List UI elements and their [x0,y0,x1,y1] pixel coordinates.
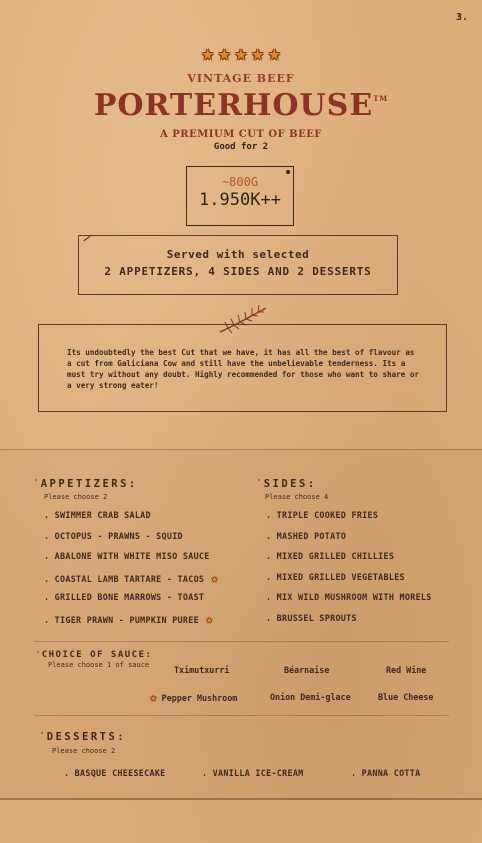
side-item: . MIXED GRILLED VEGETABLES [266,571,405,582]
appetizer-item [44,551,210,561]
sides-title: 'SIDES: [257,478,317,490]
subtitle-bottom: A PREMIUM CUT OF BEEF [160,129,322,140]
served-line-2: 2 APPETIZERS, 4 SIDES AND 2 DESSERTS [104,265,372,278]
appetizers-title: 'APPETIZERS: [34,478,138,490]
appetizer-item [44,510,151,520]
desserts-title: 'DESSERTS: [40,731,127,743]
corner-tick-icon [83,236,90,242]
description-text: Its undoubtedly the best Cut that we have, it has all the best of flavour as a cut from Galiciana Cow and still have the unbelievable tenderness. Its a must try without any doubt. Highly recommended for those who want to share or a very strong eater! [67,348,420,390]
weight-label: ~800G [221,175,259,189]
bottom-rule [0,798,482,800]
side-item: . MIXED GRILLED CHILLIES [266,551,395,561]
star-icon: ★ [251,41,264,65]
star-icon: ★ [201,41,215,65]
desserts-note: Please choose 2 [52,747,116,755]
subtitle-top: VINTAGE BEEF [187,72,295,85]
dish-title [0,88,482,123]
star-icon: ★ [218,41,231,65]
sauce-item-label: Pepper Mushroom [161,693,238,703]
price-label: 1.950K++ [199,190,281,210]
appetizer-item [44,531,183,541]
sauce-item: Béarnaise [284,665,330,675]
star-icon: ★ [198,612,213,626]
sauce-item-starred [150,691,237,704]
dessert-item: . BASQUE CHEESECAKE [64,768,166,778]
sauce-item: Onion Demi-glace [270,692,351,702]
divider-line [34,715,449,716]
appetizer-item [44,613,213,626]
appetizer-item-label: . GRILLED BONE MARROWS - TOAST [44,592,205,602]
appetizer-item-label: . SWIMMER CRAB SALAD [44,510,151,520]
served-with-box [78,235,398,295]
appetizer-item [44,592,204,602]
served-line-1: Served with selected [166,248,310,261]
appetizers-title-text: APPETIZERS: [40,478,138,490]
side-item: . TRIPLE COOKED FRIES [266,510,379,520]
sides-note: Please choose 4 [265,493,329,501]
appetizer-item-label: . OCTOPUS - PRAWNS - SQUID [44,530,183,541]
sauce-item: Red Wine [386,665,427,675]
appetizer-item-label: . COASTAL LAMB TARTARE - TACOS [44,573,205,584]
appetizer-item-label: . ABALONE WITH WHITE MISO SAUCE [44,551,210,561]
star-icon: ★ [267,41,281,65]
appetizers-note: Please choose 2 [44,493,108,501]
price-box [186,166,294,226]
trademark-mark: TM [373,94,389,103]
desserts-title-text: DESSERTS: [46,731,127,743]
description-box [38,324,447,412]
rating-stars [0,42,482,64]
side-item: . MIX WILD MUSHROOM WITH MORELS [266,592,432,602]
page-number: 3. [455,12,468,23]
dish-title-text: PORTERHOUSE [93,88,374,123]
serving-size: Good for 2 [213,142,269,152]
dot-icon [286,170,290,174]
star-icon: ★ [234,41,248,65]
appetizer-item-label: . TIGER PRAWN - PUMPKIN PUREE [44,614,199,625]
sauce-title: 'CHOICE OF SAUCE: [36,650,153,660]
appetizer-item [44,572,218,585]
sauce-item: Tximutxurri [174,665,230,675]
side-item: . BRUSSEL SPROUTS [266,612,357,623]
sauce-title-text: CHOICE OF SAUCE: [41,650,153,660]
dessert-item: . PANNA COTTA [351,768,421,778]
divider-line [34,641,449,642]
side-item: . MASHED POTATO [266,530,347,541]
sides-title-text: SIDES: [263,478,317,490]
sauce-item: Blue Cheese [378,692,434,702]
star-icon: ★ [150,691,157,704]
star-icon: ★ [204,571,219,585]
sauce-note: Please choose 1 of sauce [48,661,150,669]
dessert-item: . VANILLA ICE-CREAM [202,768,304,778]
